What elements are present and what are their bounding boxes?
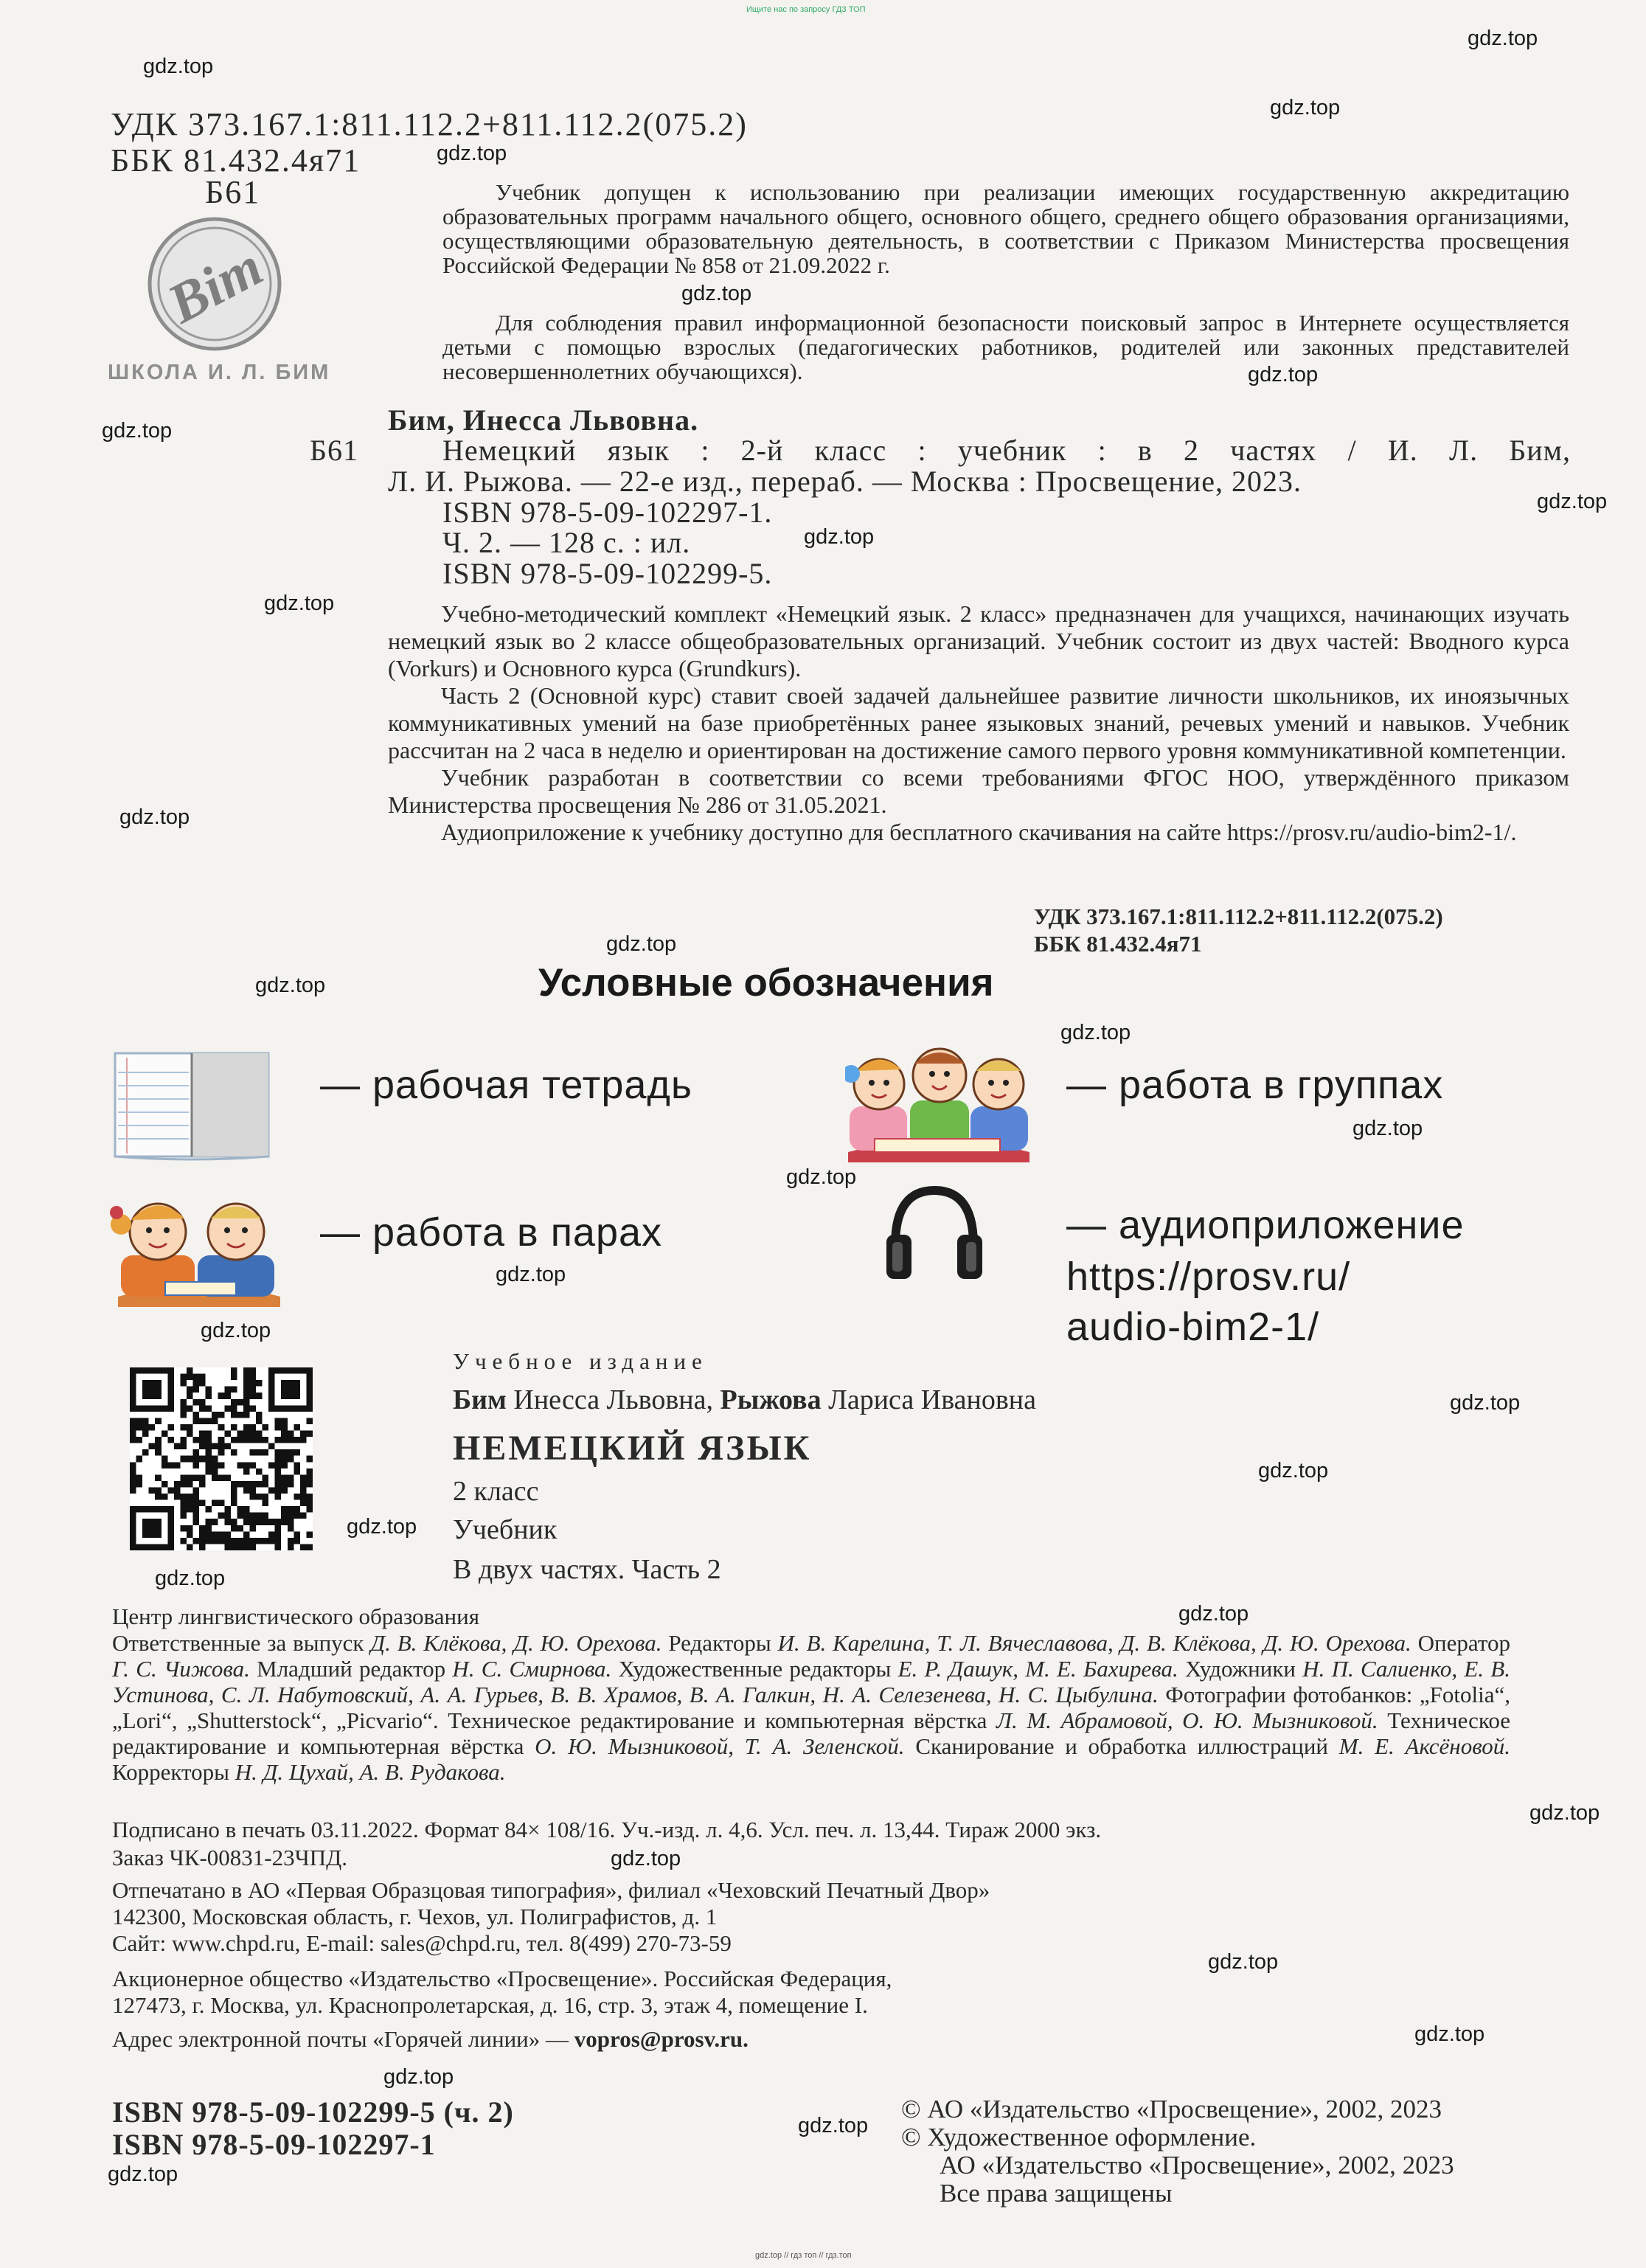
watermark: gdz.top	[201, 1319, 271, 1342]
edition-title: НЕМЕЦКИЙ ЯЗЫК	[453, 1429, 812, 1468]
credit-names: М. Е. Аксёновой.	[1338, 1733, 1510, 1759]
symbol-audio-label: — аудиоприложение	[1066, 1203, 1465, 1247]
watermark: gdz.top	[1178, 1602, 1249, 1626]
watermark: gdz.top	[1258, 1459, 1329, 1482]
top-notice: Ищите нас по запросу ГДЗ ТОП	[746, 5, 866, 14]
symbol-pairs-label: — работа в парах	[320, 1210, 663, 1255]
watermark: gdz.top	[798, 2114, 869, 2137]
credit-role: Ответственные за выпуск	[112, 1630, 371, 1656]
edition-parts: В двух частях. Часть 2	[453, 1554, 721, 1585]
watermark: gdz.top	[1529, 1801, 1600, 1825]
credit-names: Л. М. Абрамовой, О. Ю. Мызниковой.	[996, 1707, 1378, 1733]
watermark: gdz.top	[1270, 96, 1341, 119]
credit-names: Н. С. Смирнова.	[452, 1656, 612, 1682]
footer-copyright3: АО «Издательство «Просвещение», 2002, 2023	[940, 2151, 1454, 2179]
audio-url-line1[interactable]: https://prosv.ru/	[1066, 1255, 1351, 1299]
watermark: gdz.top	[804, 525, 875, 549]
footer-isbn-part2: ISBN 978-5-09-102299-5 (ч. 2)	[112, 2095, 514, 2129]
author1-surname: Бим	[453, 1384, 507, 1415]
watermark: gdz.top	[611, 1847, 681, 1870]
credit-names: И. В. Карелина, Т. Л. Вячеславова, Д. В. Клёкова, Д. Ю. Орехова.	[777, 1630, 1411, 1656]
headphones-icon	[885, 1182, 984, 1283]
watermark: gdz.top	[786, 1165, 857, 1189]
credit-names: Д. В. Клёкова, Д. Ю. Орехова.	[370, 1630, 662, 1656]
watermark: gdz.top	[1537, 490, 1608, 513]
qr-code[interactable]	[130, 1367, 313, 1550]
imprint-printed1: Отпечатано в АО «Первая Образцовая типография», филиал «Чеховский Печатный Двор»	[112, 1877, 990, 1903]
imprint-publisher2: 127473, г. Москва, ул. Краснопролетарская, д. 16, стр. 3, этаж 4, помещение I.	[112, 1992, 868, 2018]
imprint-center: Центр лингвистического образования	[112, 1603, 479, 1629]
imprint-hotline	[112, 2025, 749, 2053]
author2-surname: Рыжова	[720, 1384, 822, 1415]
footer-isbn-all: ISBN 978-5-09-102297-1	[112, 2128, 436, 2161]
credit-role: Художественные редакторы	[611, 1656, 898, 1682]
symbol-groups-label: — работа в группах	[1066, 1063, 1444, 1107]
edition-grade: 2 класс	[453, 1476, 539, 1507]
watermark: gdz.top	[108, 2163, 178, 2186]
udk-right: УДК 373.167.1:811.112.2+811.112.2(075.2)	[1034, 904, 1443, 929]
credit-role: Младший редактор	[249, 1656, 453, 1682]
credit-role: Оператор	[1411, 1630, 1510, 1656]
footer-copyright2: © Художественное оформление.	[901, 2123, 1257, 2151]
watermark: gdz.top	[383, 2065, 454, 2089]
annotation-p2: Часть 2 (Основной курс) ставит своей задачей дальнейшее развитие личности школьников, их иноязычных коммуникативных умений на базе приобретённых ранее языковых знаний, речевых умений и навыков. Учебник рассчитан на 2 часа в неделю и ориентирован на достижение самого первого уровня коммуникативной компетенции.	[388, 682, 1569, 763]
approval-text: Учебник допущен к использованию при реализации имеющих государственную аккредитацию образовательных программ начального общего, основного общего, среднего общего образования организациями, осуществляющими образовательную деятельность, в соответствии с Приказом Министерства просвещения Российской Федерации № 858 от 21.09.2022 г.	[442, 179, 1569, 278]
footer-rights: Все права защищены	[940, 2179, 1173, 2208]
workbook-icon	[112, 1046, 274, 1162]
watermark: gdz.top	[102, 419, 173, 443]
group-work-icon	[845, 1041, 1032, 1162]
watermark: gdz.top	[264, 592, 335, 615]
bim-logo	[145, 214, 285, 354]
credit-names: Г. С. Чижова.	[112, 1656, 250, 1682]
credit-role: Художники	[1178, 1656, 1303, 1682]
hotline-email[interactable]: vopros@prosv.ru.	[574, 2026, 749, 2052]
credit-role: Техническое редактирование и компьютерная вёрстка	[112, 1707, 1510, 1759]
credit-role: Корректоры	[112, 1759, 235, 1785]
biblio-line1: Немецкий язык : 2-й класс : учебник : в 2 частях / И. Л. Бим,	[442, 434, 1571, 467]
biblio-line2: Л. И. Рыжова. — 22-е изд., перераб. — Москва : Просвещение, 2023.	[388, 465, 1302, 498]
watermark: gdz.top	[496, 1263, 566, 1286]
biblio-author: Бим, Инесса Львовна.	[388, 403, 699, 437]
biblio-code: Б61	[310, 434, 358, 467]
edition-kind: Учебник	[453, 1514, 558, 1545]
watermark: gdz.top	[119, 805, 190, 829]
pair-work-icon	[103, 1186, 291, 1307]
watermark: gdz.top	[1352, 1117, 1423, 1140]
imprint-printed3: Сайт: www.chpd.ru, E-mail: sales@chpd.ru, тел. 8(499) 270-73-59	[112, 1930, 732, 1956]
watermark: gdz.top	[1468, 27, 1538, 50]
hotline-label: Адрес электронной почты «Горячей линии» —	[112, 2026, 569, 2052]
watermark: gdz.top	[1248, 363, 1319, 386]
biblio-isbn2: ISBN 978-5-09-102299-5.	[442, 557, 773, 590]
imprint-signed: Подписано в печать 03.11.2022. Формат 84× 108/16. Уч.-изд. л. 4,6. Усл. печ. л. 13,44. Тираж 2000 экз.	[112, 1817, 1102, 1842]
author2-name: Лариса Ивановна	[828, 1384, 1036, 1415]
annotation	[388, 600, 1569, 846]
watermark: gdz.top	[1208, 1950, 1279, 1974]
annotation-p1: Учебно-методический комплект «Немецкий язык. 2 класс» предназначен для учащихся, начинающих изучать немецкий язык во 2 классе общеобразовательных организаций. Учебник состоит из двух частей: Вводного курса (Vorkurs) и Основного курса (Grundkurs).	[388, 600, 1569, 682]
edition-type: Учебное издание	[453, 1348, 708, 1374]
udk-line: УДК 373.167.1:811.112.2+811.112.2(075.2)	[111, 106, 748, 142]
classification-code: Б61	[205, 174, 261, 210]
watermark: gdz.top	[437, 142, 507, 165]
credit-names: О. Ю. Мызниковой, Т. А. Зеленской.	[535, 1733, 905, 1759]
watermark: gdz.top	[255, 974, 326, 997]
annotation-p3: Учебник разработан в соответствии со всеми требованиями ФГОС НОО, утверждённого приказом Министерства просвещения № 286 от 31.05.2021.	[388, 764, 1569, 818]
watermark: gdz.top	[347, 1515, 417, 1539]
symbol-workbook-label: — рабочая тетрадь	[320, 1063, 693, 1107]
watermark: gdz.top	[1060, 1021, 1131, 1044]
watermark: gdz.top	[606, 932, 677, 956]
bbk-line: ББК 81.432.4я71	[111, 142, 361, 178]
credit-names: Е. Р. Дашук, М. Е. Бахирева.	[897, 1656, 1178, 1682]
watermark: gdz.top	[155, 1567, 226, 1590]
watermark: gdz.top	[1450, 1391, 1521, 1415]
biblio-part: Ч. 2. — 128 с. : ил.	[442, 526, 691, 559]
credit-role: Сканирование и обработка иллюстраций	[904, 1733, 1339, 1759]
annotation-p4: Аудиоприложение к учебнику доступно для бесплатного скачивания на сайте https://prosv.ru/audio-bim2-1/.	[441, 819, 1517, 845]
logo-lettering: Bim	[158, 235, 273, 336]
edition-authors	[453, 1384, 1036, 1416]
credit-names: Н. П. Салиенко, Е. В. Устинова, С. Л. Набутовский, А. А. Гурьев, В. В. Храмов, В. А. Галкин, Н. А. Селезенева, Н. С. Цыбулина.	[112, 1656, 1510, 1707]
symbols-title: Условные обозначения	[538, 961, 994, 1005]
audio-url-line2[interactable]: audio-bim2-1/	[1066, 1305, 1320, 1349]
bottom-notice: gdz.top // гдз топ // гдз.топ	[755, 2251, 852, 2260]
credit-role: Фотографии фотобанков: „Fotolia“, „Lori“, „Shutterstock“, „Picvario“. Техническое редактирование и компьютерная вёрстка	[112, 1682, 1510, 1733]
biblio-isbn1: ISBN 978-5-09-102297-1.	[442, 496, 773, 529]
author1-name: Инесса Львовна,	[513, 1384, 713, 1415]
credit-names: Н. Д. Цухай, А. В. Рудакова.	[235, 1759, 506, 1785]
watermark: gdz.top	[681, 282, 752, 305]
school-label: ШКОЛА И. Л. БИМ	[108, 361, 331, 384]
imprint-order: Заказ ЧК-00831-23ЧПД.	[112, 1845, 348, 1870]
imprint-printed2: 142300, Московская область, г. Чехов, ул. Полиграфистов, д. 1	[112, 1904, 718, 1929]
credit-role: Редакторы	[661, 1630, 778, 1656]
imprint-publisher1: Акционерное общество «Издательство «Просвещение». Российская Федерация,	[112, 1966, 892, 1991]
watermark: gdz.top	[1414, 2022, 1485, 2046]
bbk-right: ББК 81.432.4я71	[1034, 931, 1202, 957]
footer-copyright1: © АО «Издательство «Просвещение», 2002, 2023	[901, 2095, 1442, 2123]
safety-text: Для соблюдения правил информационной безопасности поисковый запрос в Интернете осуществляется детьми с помощью взрослых (педагогических работников, родителей или законных представителей несовершеннолетних обучающихся).	[442, 310, 1569, 384]
watermark: gdz.top	[143, 55, 214, 78]
imprint-credits	[112, 1630, 1510, 1785]
